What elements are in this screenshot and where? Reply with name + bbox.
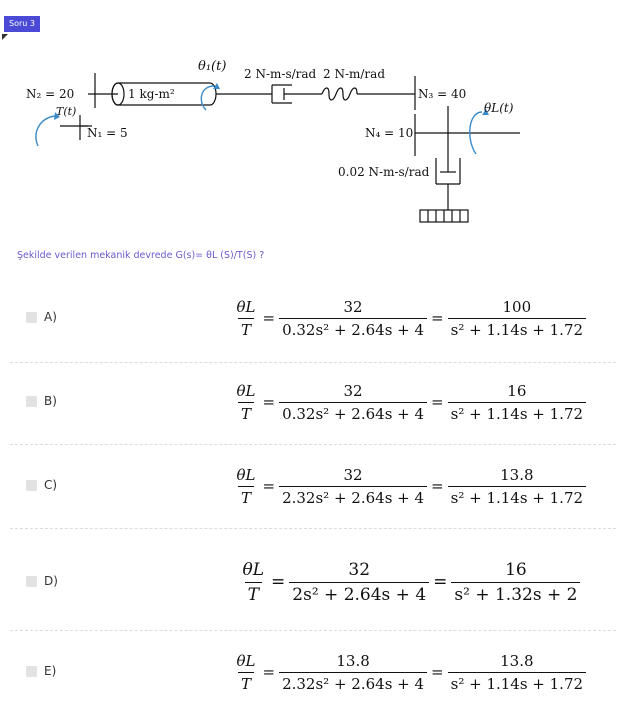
middle-fraction <box>289 560 429 605</box>
right-fraction-numerator: 16 <box>507 381 527 400</box>
answer-option[interactable] <box>0 534 619 630</box>
right-fraction <box>451 560 580 605</box>
option-checkbox[interactable] <box>26 312 37 323</box>
middle-fraction-denominator: 2.32s² + 2.64s + 4 <box>279 672 427 693</box>
option-letter: E) <box>44 664 57 678</box>
lhs-fraction-numerator: θL <box>242 559 265 580</box>
right-fraction-denominator: s² + 1.14s + 1.72 <box>448 672 586 693</box>
middle-fraction-denominator: 0.32s² + 2.64s + 4 <box>279 318 427 339</box>
right-fraction-denominator: s² + 1.14s + 1.72 <box>448 486 586 507</box>
middle-fraction-denominator: 2.32s² + 2.64s + 4 <box>279 486 427 507</box>
question-text: Şekilde verilen mekanik devrede G(s)= θL (S)/T(S) ? <box>17 250 265 261</box>
middle-fraction-numerator: 32 <box>348 559 371 580</box>
equals-sign: = <box>262 393 276 411</box>
option-letter: D) <box>44 574 58 588</box>
option-separator <box>10 630 616 631</box>
theta1-label: θ₁(t) <box>198 59 227 74</box>
middle-fraction-numerator: 32 <box>343 381 363 400</box>
answer-option[interactable] <box>0 364 619 444</box>
mechanical-system-diagram <box>0 40 619 230</box>
lhs-fraction <box>234 382 259 423</box>
question-number-badge: Soru 3 <box>4 16 40 32</box>
option-checkbox[interactable] <box>26 396 37 407</box>
right-fraction <box>448 466 586 507</box>
lhs-fraction-numerator: θL <box>236 465 256 484</box>
option-checkbox[interactable] <box>26 576 37 587</box>
right-fraction-numerator: 13.8 <box>500 465 534 484</box>
middle-fraction <box>279 652 427 693</box>
lhs-fraction <box>240 560 268 605</box>
equals-sign: = <box>271 572 286 592</box>
n2-label: N₂ = 20 <box>26 87 75 101</box>
answer-option[interactable] <box>0 448 619 528</box>
thetaL-label: θL(t) <box>484 101 514 115</box>
right-fraction-denominator: s² + 1.32s + 2 <box>451 582 580 605</box>
right-fraction-numerator: 16 <box>505 559 527 580</box>
option-equation <box>234 652 587 693</box>
middle-fraction-numerator: 13.8 <box>336 651 370 670</box>
equals-sign: = <box>262 477 276 495</box>
answer-option[interactable] <box>0 633 619 713</box>
lhs-fraction-numerator: θL <box>236 651 256 670</box>
lhs-fraction <box>234 652 259 693</box>
n1-label: N₁ = 5 <box>87 126 128 140</box>
inertia-label: 1 kg-m² <box>128 87 175 101</box>
spring-label: 2 N-m/rad <box>323 67 385 81</box>
option-separator <box>10 362 616 363</box>
option-letter: C) <box>44 478 58 492</box>
lhs-fraction-denominator: T <box>245 582 262 605</box>
option-letter: B) <box>44 394 57 408</box>
damper2-label: 0.02 N-m-s/rad <box>338 165 430 179</box>
n3-label: N₃ = 40 <box>418 87 467 101</box>
torque-label: T(t) <box>56 105 77 118</box>
equals-sign: = <box>262 309 276 327</box>
option-equation <box>240 560 581 605</box>
right-fraction-numerator: 100 <box>502 297 532 316</box>
answer-option[interactable] <box>0 282 619 362</box>
middle-fraction-numerator: 32 <box>343 297 363 316</box>
middle-fraction-numerator: 32 <box>343 465 363 484</box>
damper1-label: 2 N-m-s/rad <box>244 67 317 81</box>
option-separator <box>10 528 616 529</box>
option-separator <box>10 444 616 445</box>
lhs-fraction-numerator: θL <box>236 297 256 316</box>
right-fraction <box>448 298 586 339</box>
equals-sign: = <box>431 663 444 681</box>
right-fraction-denominator: s² + 1.14s + 1.72 <box>448 402 586 423</box>
middle-fraction <box>279 382 427 423</box>
lhs-fraction-denominator: T <box>238 486 254 507</box>
right-fraction <box>448 652 586 693</box>
option-checkbox[interactable] <box>26 666 37 677</box>
option-letter: A) <box>44 310 57 324</box>
option-equation <box>234 466 587 507</box>
lhs-fraction-denominator: T <box>238 318 254 339</box>
equals-sign: = <box>431 477 444 495</box>
lhs-fraction-denominator: T <box>238 672 254 693</box>
middle-fraction-denominator: 0.32s² + 2.64s + 4 <box>279 402 427 423</box>
equals-sign: = <box>433 572 448 592</box>
lhs-fraction-numerator: θL <box>236 381 256 400</box>
lhs-fraction <box>234 466 259 507</box>
middle-fraction-denominator: 2s² + 2.64s + 4 <box>289 582 429 605</box>
right-fraction-denominator: s² + 1.14s + 1.72 <box>448 318 586 339</box>
n4-label: N₄ = 10 <box>365 126 414 140</box>
option-equation <box>234 298 587 339</box>
right-fraction-numerator: 13.8 <box>500 651 534 670</box>
lhs-fraction-denominator: T <box>238 402 254 423</box>
equals-sign: = <box>431 393 444 411</box>
right-fraction <box>448 382 586 423</box>
equals-sign: = <box>262 663 276 681</box>
option-checkbox[interactable] <box>26 480 37 491</box>
lhs-fraction <box>234 298 259 339</box>
equals-sign: = <box>431 309 444 327</box>
option-equation <box>234 382 587 423</box>
middle-fraction <box>279 298 427 339</box>
middle-fraction <box>279 466 427 507</box>
